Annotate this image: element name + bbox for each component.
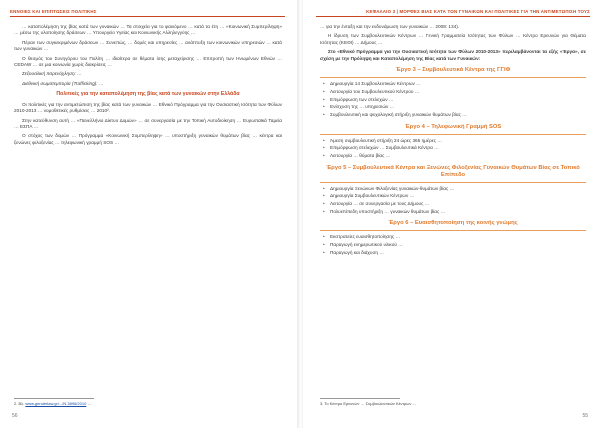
- right-body: [320, 24, 586, 258]
- body-paragraph: Η ίδρυση των Συμβουλευτικών Κέντρων … Γενική Γραμματεία Ισότητας των Φύλων … Κέντρο Ερευνών για Θέματα Ισότητας (ΚΕΘΙ) … Δήμους …: [320, 33, 586, 45]
- right-page: [304, 0, 600, 428]
- body-paragraph: Πέραν των συγκεκριμένων δράσεων … Συνεπώς, … δομές και υπηρεσίες … ανάπτυξη των κοινωνικών υπηρεσιών … κατά των γυναικών …: [14, 39, 282, 52]
- list-item: • Παραγωγή ενημερωτικού υλικού …: [330, 242, 586, 248]
- footnote: [320, 401, 586, 406]
- body-paragraph: Ο στόχος των δομών … Πρόγραμμα «Κοινωνική Συμπερίληψη» … υποστήριξη γυναικών θυμάτων βίας … κέντρα και ξενώνες φιλοξενίας … τηλεφωνική γραμμή SOS …: [14, 133, 282, 145]
- footnote-text: Το Κέντρο Ερευνών … Συμβουλευτικών Κέντρων …: [324, 401, 417, 406]
- list-item: • Λειτουργία … θύματα βίας …: [330, 153, 586, 159]
- project-box-list: [320, 186, 586, 216]
- project-box-title: Έργο 6 – Ευαισθητοποίηση της κοινής γνώμης: [388, 220, 518, 227]
- left-header-rule: [10, 16, 285, 17]
- project-box-title: Έργο 4 – Τηλεφωνική Γραμμή SOS: [404, 123, 502, 130]
- footnote-label: Βλ.: [18, 401, 25, 406]
- project-box-title: Έργο 5 – Συμβουλευτικά Κέντρα και Ξενώνες Φιλοξενίας Γυναικών Θυμάτων Βίας σε Τοπικό Επίπεδο: [326, 164, 580, 178]
- body-paragraph: … για την ένταξη και την ενδυνάμωση των γυναικών … 2008: 134).: [320, 24, 460, 29]
- right-page-number: 55: [582, 413, 588, 419]
- footnote: [14, 401, 282, 406]
- project-box-rule: [320, 230, 586, 231]
- list-item: • Άμεση συμβουλευτική στήριξη 24 ώρες 365 ημέρες …: [330, 138, 586, 144]
- list-item: • Δημιουργία Συμβουλευτικών Κέντρων …: [330, 193, 586, 199]
- list-item: • Επιμόρφωση των στελεχών …: [330, 97, 586, 103]
- footnote-text: …: [87, 401, 92, 406]
- list-item: • Εκστρατείες ευαισθητοποίησης …: [330, 234, 586, 240]
- list-item: • Πολυεπίπεδη υποστήριξη … γυναικών θυμάτων βίας …: [330, 209, 586, 215]
- project-box-list: [320, 138, 586, 160]
- body-paragraph: Στο «Εθνικό Πρόγραμμα για την Ουσιαστική Ισότητα των Φύλων 2010-2013» περιλαμβάνονται τα εξής «Έργα», σε σχέση με την Πρόληψη και Καταπολέμηση της Βίας κατά των Γυναικών:: [320, 49, 586, 61]
- right-header-rule: [316, 16, 590, 17]
- body-paragraph: … καταπολέμηση της βίας κατά των γυναικών … Τα στοιχεία για το φαινόμενο … κατά τα έτη … «Κοινωνική Συμπερίληψη» … μέσω της υλοποίησης δράσεων … Υπουργείο Υγείας και Κοινωνικής Αλληλεγγύης …: [14, 24, 282, 36]
- footnote-number: 3.: [320, 401, 324, 406]
- body-paragraph: Οι πολιτικές για την αντιμετώπιση της βίας κατά των γυναικών … Εθνικό Πρόγραμμα για την Ουσιαστική Ισότητα των Φύλων 2010-2013 … νομοθετικές ρυθμίσεις … 2010².: [14, 101, 282, 114]
- left-body: [14, 24, 282, 149]
- left-page: [0, 0, 296, 428]
- list-item: • Δημιουργία 14 Συμβουλευτικών Κέντρων …: [330, 81, 586, 87]
- project-box-list: [320, 81, 586, 119]
- footnote-number: 2.: [14, 401, 18, 406]
- body-paragraph: Σεξουαλική παρενόχληση: …: [22, 71, 82, 77]
- project-box-rule: [320, 77, 586, 78]
- left-running-head: ΕΝΝΟΙΕΣ ΚΑΙ ΕΠΙΠΤΩΣΕΙΣ ΠΟΛΙΤΙΚΗΣ: [10, 9, 97, 14]
- project-box-rule: [320, 134, 586, 135]
- footnote-rule: [320, 398, 400, 399]
- section-title: Πολιτικές για την καταπολέμηση της βίας κατά των γυναικών στην Ελλάδα: [56, 91, 240, 98]
- body-paragraph: Στην κατεύθυνση αυτή … «Πανελλήνιο Δίκτυο Δομών» … σε συνεργασία με την Τοπική Αυτοδιοίκηση … Ευρωπαϊκά Ταμεία … ΕΣΠΑ …: [14, 117, 282, 130]
- list-item: • Λειτουργία … σε συνεργασία με τους Δήμους …: [330, 201, 586, 207]
- left-page-number: 56: [12, 413, 18, 419]
- list-item: • Επιμόρφωση στελεχών … Συμβουλευτικά Κέντρα …: [330, 145, 586, 151]
- list-item: • Ενίσχυση της … υπηρεσιών …: [330, 104, 586, 110]
- body-paragraph: Διεθνική σωματεμπορία (Trafficking): …: [22, 80, 104, 86]
- project-box-title: Έργο 3 – Συμβουλευτικά Κέντρα της ΓΓΙΦ: [395, 67, 511, 74]
- book-gutter: [297, 0, 303, 428]
- footnote-rule: [14, 398, 94, 399]
- body-paragraph: Ο θεσμός του Συνηγόρου του Πολίτη … ιδιαίτερα σε θέματα ίσης μεταχείρισης … Επιτροπή των Ηνωμένων Εθνών … CEDAW … σε μια κοινωνία χωρίς διακρίσεις …: [14, 55, 282, 68]
- list-item: • Δημιουργία Ξενώνων Φιλοξενίας γυναικών-θυμάτων βίας …: [330, 186, 586, 192]
- list-item: • Παραγωγή και διάχυση …: [330, 250, 586, 256]
- list-item: • Λειτουργία του Συμβουλευτικού Κέντρου …: [330, 89, 586, 95]
- right-running-head: ΚΕΦΑΛΑΙΟ 3 | ΜΟΡΦΕΣ ΒΙΑΣ ΚΑΤΑ ΤΩΝ ΓΥΝΑΙΚΩΝ ΚΑΙ ΠΟΛΙΤΙΚΕΣ ΓΙΑ ΤΗΝ ΑΝΤΙΜΕΤΩΠΙΣΗ ΤΟΥΣ: [366, 9, 590, 14]
- list-item: • Συμβουλευτική και ψυχολογική στήριξη γυναικών θυμάτων βίας …: [330, 112, 586, 118]
- project-box-list: [320, 234, 586, 256]
- footnote-link[interactable]: www.genderlaw.gr/.../Ν.3896/2010: [25, 401, 87, 406]
- project-box-rule: [320, 182, 586, 183]
